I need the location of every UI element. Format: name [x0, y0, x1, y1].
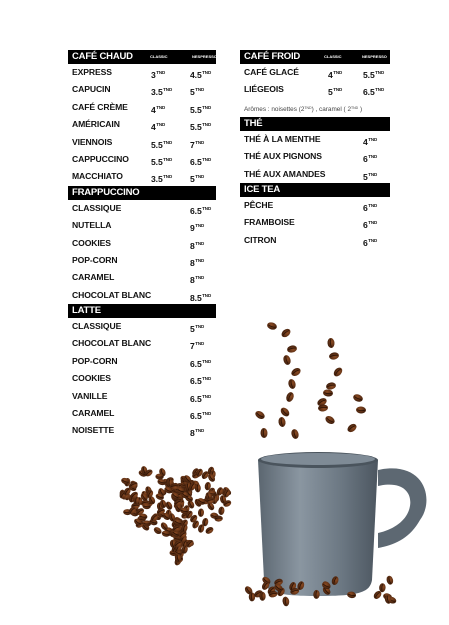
- section-title: LATTE: [72, 305, 101, 317]
- item-name: LIÉGEOIS: [244, 84, 284, 95]
- item-name: MACCHIATO: [72, 171, 123, 182]
- item-price: $4.5^{TND}$: [190, 70, 212, 80]
- coffee-mug-icon: [258, 452, 426, 596]
- item-name: VANILLE: [72, 390, 108, 401]
- item-name: EXPRESS: [72, 67, 112, 77]
- item-price: $8^{TND}$: [190, 428, 205, 439]
- menu-item: [68, 64, 216, 81]
- item-price: $6^{TND}$: [363, 220, 378, 231]
- currency-sup: TND: [163, 87, 173, 93]
- currency-sup: TND: [156, 122, 166, 128]
- column-header-classic: CLASSIC: [324, 54, 342, 59]
- currency-sup: TND: [195, 87, 205, 93]
- menu-item: [240, 64, 390, 81]
- item-price: $5^{TND}$: [328, 87, 343, 98]
- menu-item: [68, 370, 216, 387]
- item-name: THÉ AUX AMANDES: [244, 168, 326, 179]
- column-header-classic: CLASSIC: [150, 54, 168, 59]
- menu-item: [240, 166, 390, 183]
- item-name: CHOCOLAT BLANC: [72, 289, 152, 300]
- currency-sup: TND: [163, 156, 173, 162]
- menu-item: [240, 81, 390, 98]
- currency-sup: TND: [163, 174, 173, 180]
- item-name: CHOCOLAT BLANC: [72, 338, 152, 349]
- item-price: $8^{TND}$: [190, 257, 205, 268]
- item-name: POP-CORN: [72, 254, 118, 265]
- currency-sup: TND: [195, 223, 205, 229]
- item-name: CARAMEL: [72, 272, 115, 283]
- item-price: $5^{TND}$: [190, 174, 205, 185]
- currency-sup: TND: [368, 136, 378, 142]
- item-name: CAFÉ CRÈME: [72, 101, 128, 112]
- item-price: $6.5^{TND}$: [190, 205, 212, 216]
- item-price: $5.5^{TND}$: [151, 139, 173, 150]
- currency-sup: TND: [202, 292, 212, 298]
- ice-tea-list: [240, 197, 390, 249]
- menu-item: [68, 388, 216, 405]
- the-list: [240, 131, 390, 183]
- currency-sup: TND: [195, 174, 205, 180]
- cafe-froid-list: [240, 64, 390, 99]
- menu-item: [68, 405, 216, 422]
- currency-sup: TND: [375, 87, 385, 93]
- section-title: ICE TEA: [244, 183, 281, 195]
- currency-sup: TND: [368, 237, 378, 243]
- currency-sup: TND: [202, 358, 212, 364]
- item-price: $6.5^{TND}$: [190, 156, 212, 167]
- menu-item: [68, 81, 216, 98]
- menu-item: [68, 318, 216, 335]
- currency-sup: TND: [375, 70, 385, 75]
- menu-item: [68, 235, 216, 252]
- item-name: CLASSIQUE: [72, 321, 122, 332]
- currency-sup: TND: [202, 156, 212, 162]
- item-name: AMÉRICAIN: [72, 119, 120, 130]
- currency-sup: TND: [368, 220, 378, 226]
- currency-sup: TND: [195, 240, 205, 246]
- item-price: $5.5^{TND}$: [190, 104, 212, 115]
- currency-sup: TND: [202, 122, 212, 128]
- menu-item: [240, 131, 390, 148]
- right-column: [240, 50, 390, 249]
- item-price: $6.5^{TND}$: [190, 376, 212, 387]
- item-price: $5^{TND}$: [190, 324, 205, 335]
- section-header-cafe-froid: [240, 50, 390, 64]
- item-price: $8.5^{TND}$: [190, 292, 212, 303]
- menu-item: [68, 168, 216, 185]
- item-price: $4^{TND}$: [363, 136, 378, 147]
- section-title: THÉ: [244, 117, 263, 129]
- left-column: [68, 50, 216, 440]
- menu-item: [68, 252, 216, 269]
- item-price: $4^{TND}$: [328, 70, 343, 80]
- item-price: $9^{TND}$: [190, 223, 205, 234]
- item-price: $5.5^{TND}$: [151, 156, 173, 167]
- menu-item: [68, 353, 216, 370]
- frappuccino-list: [68, 200, 216, 304]
- flavors-note: Arômes : noisettes $(2^{TND})$ , caramel ( $2^{TND}$ ): [244, 105, 363, 113]
- menu-item: [68, 200, 216, 217]
- item-price: $6^{TND}$: [363, 202, 378, 213]
- item-price: $4^{TND}$: [151, 104, 166, 115]
- item-price: $5^{TND}$: [190, 87, 205, 98]
- menu-item: [68, 269, 216, 286]
- currency-sup: TND: [195, 428, 205, 434]
- item-name: NUTELLA: [72, 220, 112, 231]
- item-price: $3.5^{TND}$: [151, 87, 173, 98]
- menu-item: [68, 335, 216, 352]
- item-name: VIENNOIS: [72, 136, 113, 147]
- item-price: $6.5^{TND}$: [190, 393, 212, 404]
- item-price: $6.5^{TND}$: [363, 87, 385, 98]
- section-title: FRAPPUCCINO: [72, 186, 140, 198]
- currency-sup: TND: [195, 341, 205, 347]
- item-name: FRAMBOISE: [244, 217, 295, 228]
- currency-sup: TND: [195, 275, 205, 281]
- currency-sup: TND: [351, 105, 359, 110]
- item-price: $8^{TND}$: [190, 275, 205, 286]
- currency-sup: TND: [202, 104, 212, 110]
- menu-item: [240, 197, 390, 214]
- item-price: $7^{TND}$: [190, 139, 205, 150]
- section-title: CAFÉ FROID: [244, 51, 301, 62]
- menu-item: [68, 217, 216, 234]
- item-name: PÊCHE: [244, 199, 274, 210]
- currency-sup: TND: [156, 70, 166, 75]
- menu-item: [68, 134, 216, 151]
- menu-item: [240, 148, 390, 165]
- item-name: CAPPUCCINO: [72, 153, 129, 164]
- section-header-ice-tea: [240, 183, 390, 197]
- item-price: $5.5^{TND}$: [190, 122, 212, 133]
- item-price: $6^{TND}$: [363, 154, 378, 165]
- item-price: $6.5^{TND}$: [190, 411, 212, 422]
- item-price: $6^{TND}$: [363, 237, 378, 248]
- menu-item: [68, 116, 216, 133]
- item-name: THÉ À LA MENTHE: [244, 133, 321, 144]
- cafe-chaud-list: [68, 64, 216, 186]
- section-header-the: [240, 117, 390, 131]
- currency-sup: TND: [368, 154, 378, 160]
- currency-sup: TND: [202, 411, 212, 417]
- menu-item: [240, 232, 390, 249]
- currency-sup: TND: [304, 105, 312, 110]
- currency-sup: TND: [195, 139, 205, 145]
- menu-item: [68, 287, 216, 304]
- item-name: CAFÉ GLACÉ: [244, 67, 299, 77]
- menu-item: [68, 99, 216, 116]
- item-name: COOKIES: [72, 237, 111, 248]
- currency-sup: TND: [156, 104, 166, 110]
- column-header-nespresso: NESPRESSO: [362, 54, 387, 59]
- currency-sup: TND: [368, 202, 378, 208]
- item-name: POP-CORN: [72, 355, 118, 366]
- currency-sup: TND: [333, 70, 343, 75]
- menu-item: [240, 214, 390, 231]
- menu-item: [68, 422, 216, 439]
- currency-sup: TND: [202, 393, 212, 399]
- item-price: $3^{TND}$: [151, 70, 166, 80]
- currency-sup: TND: [195, 324, 205, 330]
- item-price: $5.5^{TND}$: [363, 70, 385, 80]
- section-header-latte: [68, 304, 216, 318]
- item-name: NOISETTE: [72, 425, 115, 436]
- currency-sup: TND: [163, 139, 173, 145]
- item-price: $4^{TND}$: [151, 122, 166, 133]
- item-price: $7^{TND}$: [190, 341, 205, 352]
- item-price: $6.5^{TND}$: [190, 358, 212, 369]
- item-name: CARAMEL: [72, 408, 115, 419]
- menu-item: [68, 151, 216, 168]
- item-price: $8^{TND}$: [190, 240, 205, 251]
- latte-list: [68, 318, 216, 440]
- item-name: CAPUCIN: [72, 84, 111, 95]
- currency-sup: TND: [195, 257, 205, 263]
- currency-sup: TND: [333, 87, 343, 93]
- item-name: COOKIES: [72, 373, 111, 384]
- column-header-nespresso: NESPRESSO: [192, 54, 217, 59]
- currency-sup: TND: [202, 205, 212, 211]
- item-name: CLASSIQUE: [72, 202, 122, 213]
- item-name: CITRON: [244, 234, 277, 245]
- currency-sup: TND: [202, 70, 212, 75]
- section-header-cafe-chaud: [68, 50, 216, 64]
- item-name: THÉ AUX PIGNONS: [244, 151, 322, 162]
- item-price: $3.5^{TND}$: [151, 174, 173, 185]
- section-title: CAFÉ CHAUD: [72, 51, 133, 62]
- item-price: $5^{TND}$: [363, 171, 378, 182]
- currency-sup: TND: [368, 171, 378, 177]
- currency-sup: TND: [202, 376, 212, 382]
- section-header-frappuccino: [68, 186, 216, 200]
